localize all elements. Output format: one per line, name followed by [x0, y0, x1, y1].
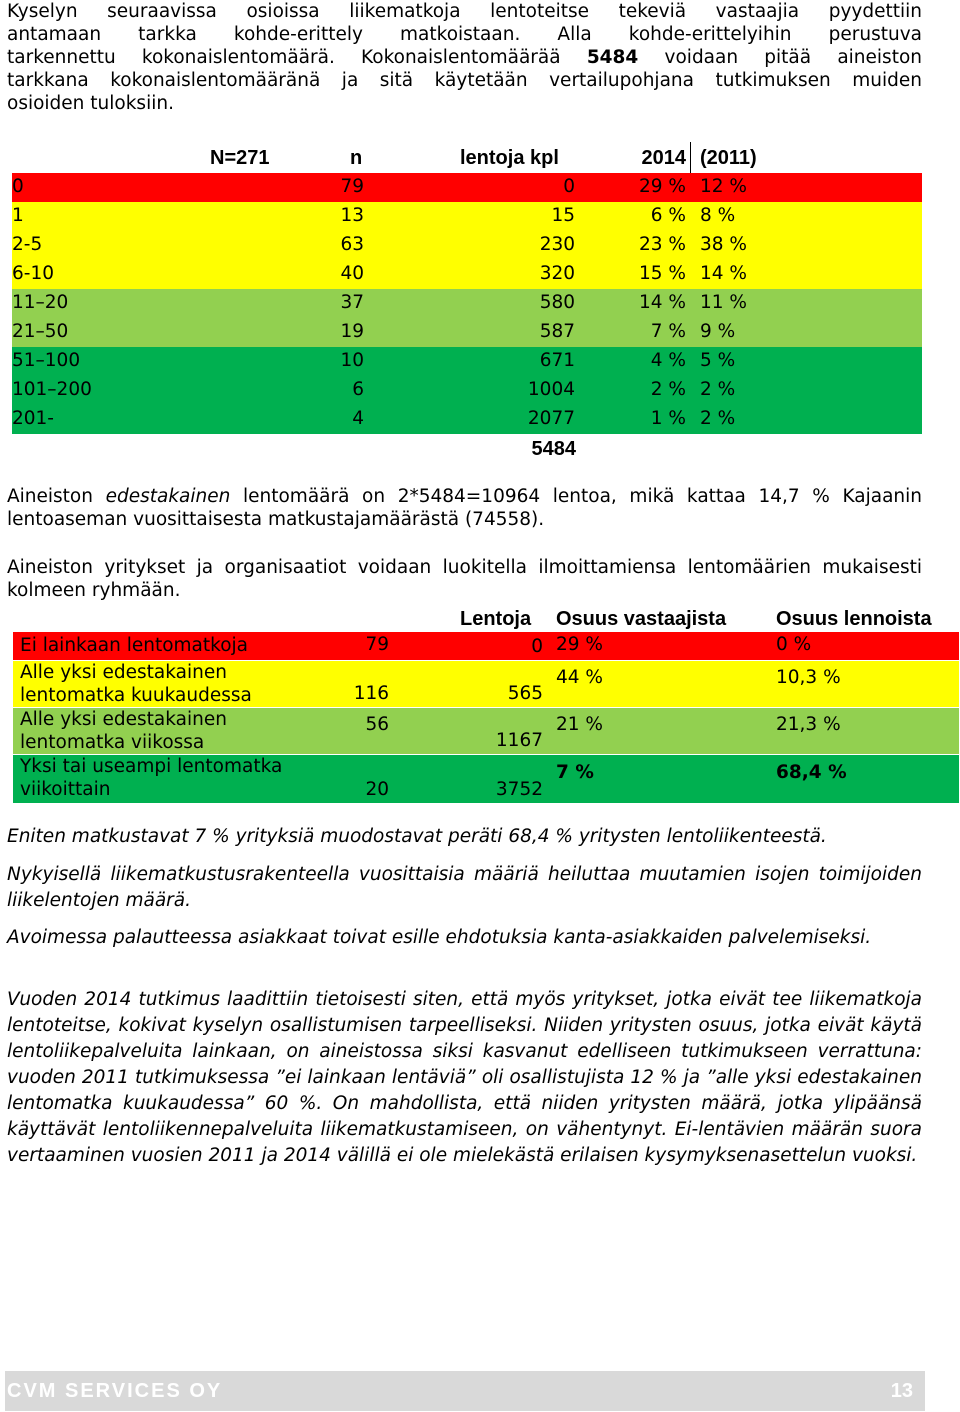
cell-group: 0 — [12, 176, 24, 197]
group-label-line: viikoittain — [20, 779, 111, 800]
group-share-flights: 0 % — [776, 634, 812, 655]
structure-paragraph: Nykyisellä liikematkustusrakenteella vuosittaisia määriä heiluttaa muutamien isojen toimijoiden liikelentojen määrä. — [7, 864, 922, 911]
group-label — [20, 708, 227, 754]
cell-n: 37 — [340, 292, 364, 313]
header-flights: lentoja kpl — [460, 147, 559, 169]
cell-2011: 12 % — [700, 176, 747, 197]
para-italic: edestakainen — [105, 486, 231, 507]
cell-flights: 2077 — [527, 408, 575, 429]
cell-flights: 580 — [539, 292, 575, 313]
intro-text: voidaan pitää aineiston — [638, 47, 922, 68]
cell-flights: 230 — [539, 234, 575, 255]
group-label — [20, 755, 282, 801]
cell-n: 40 — [340, 263, 364, 284]
group-flights: 0 — [531, 636, 543, 657]
header-2011: (2011) — [700, 147, 757, 169]
cell-2014: 1 % — [650, 408, 686, 429]
cell-2011: 2 % — [700, 408, 736, 429]
group-row — [13, 661, 959, 707]
intro-line: Kyselyn seuraavissa osioissa liikematkoja lentoteitse tekeviä vastaajia pyydettiin — [7, 1, 922, 22]
group-label-line: Alle yksi edestakainen — [20, 662, 227, 683]
cell-n: 10 — [340, 350, 364, 371]
cell-n: 63 — [340, 234, 364, 255]
table-header-row — [12, 142, 922, 173]
group-flights: 565 — [507, 683, 543, 704]
header-2014: 2014 — [641, 147, 686, 169]
group-share-respondents: 44 % — [556, 667, 603, 688]
group-row — [13, 755, 959, 803]
table-body — [12, 173, 922, 434]
group-share-flights: 10,3 % — [776, 667, 841, 688]
group-count: 79 — [365, 634, 389, 655]
group-count: 20 — [365, 779, 389, 800]
table-total: 5484 — [531, 438, 576, 460]
group-share-respondents: 7 % — [556, 762, 594, 783]
company-name: CVM SERVICES OY — [7, 1380, 223, 1402]
cell-2014: 23 % — [639, 234, 686, 255]
header-share-respondents: Osuus vastaajista — [556, 608, 727, 630]
cell-group: 1 — [12, 205, 24, 226]
cell-n: 79 — [340, 176, 364, 197]
table-row — [12, 289, 922, 318]
table-row — [12, 405, 922, 434]
table-row — [12, 231, 922, 260]
group-flights: 3752 — [495, 779, 543, 800]
group-label-line: Ei lainkaan lentomatkoja — [20, 635, 248, 656]
group-label-line: Alle yksi edestakainen — [20, 709, 227, 730]
header-n: n — [350, 147, 363, 169]
cell-2014: 14 % — [639, 292, 686, 313]
cell-2014: 29 % — [639, 176, 686, 197]
total-flights-bold: 5484 — [586, 47, 639, 68]
flight-distribution-table — [12, 142, 922, 434]
header-group: N=271 — [210, 147, 270, 169]
para-text: lentomäärä on 2*5484=10964 lentoa, mikä kattaa 14,7 % Kajaanin lentoaseman vuosittaisesta matkustajamäärästä (74558). — [7, 486, 922, 530]
group-label-line: Yksi tai useampi lentomatka — [20, 756, 283, 777]
group-label-line: lentomatka kuukaudessa — [20, 685, 252, 706]
cell-n: 4 — [352, 408, 364, 429]
intro-line: antamaan tarkka kohde-erittely matkoistaan. Alla kohde-erittelyihin perustuva — [7, 24, 922, 45]
cell-group: 21–50 — [12, 321, 69, 342]
group-row — [13, 632, 959, 660]
cell-flights: 671 — [539, 350, 575, 371]
group-count: 56 — [365, 714, 389, 735]
cell-flights: 587 — [539, 321, 575, 342]
group-share-flights: 68,4 % — [776, 762, 847, 783]
intro-text: tarkennettu kokonaislentomäärä. Kokonaislentomäärää — [7, 47, 587, 68]
header-share-flights: Osuus lennoista — [776, 608, 932, 630]
cell-group: 6-10 — [12, 263, 54, 284]
cell-2011: 5 % — [700, 350, 736, 371]
cell-2011: 38 % — [700, 234, 747, 255]
cell-2014: 15 % — [639, 263, 686, 284]
cell-flights: 15 — [551, 205, 575, 226]
cell-2014: 7 % — [650, 321, 686, 342]
table-row — [12, 202, 922, 231]
cell-2014: 2 % — [650, 379, 686, 400]
cell-n: 6 — [352, 379, 364, 400]
cell-flights: 1004 — [527, 379, 575, 400]
intro-line — [7, 46, 922, 69]
cell-n: 19 — [340, 321, 364, 342]
grouping-paragraph: Aineiston yritykset ja organisaatiot voidaan luokitella ilmoittamiensa lentomäärien mukaisesti kolmeen ryhmään. — [7, 557, 922, 601]
intro-line: osioiden tuloksiin. — [7, 93, 174, 114]
feedback-paragraph: Avoimessa palautteessa asiakkaat toivat esille ehdotuksia kanta-asiakkaiden palvelemiseksi. — [7, 927, 872, 948]
cell-2014: 6 % — [650, 205, 686, 226]
cell-2011: 14 % — [700, 263, 747, 284]
group-label — [20, 661, 252, 707]
group-share-respondents: 29 % — [556, 634, 603, 655]
table-row — [12, 376, 922, 405]
para-text: Aineiston — [7, 486, 106, 507]
page-number: 13 — [890, 1380, 913, 1402]
cell-group: 51–100 — [12, 350, 81, 371]
cell-flights: 0 — [563, 176, 575, 197]
table-row — [12, 173, 922, 202]
cell-2014: 4 % — [650, 350, 686, 371]
intro-paragraph — [7, 0, 922, 115]
group-table — [13, 632, 959, 803]
cell-n: 13 — [340, 205, 364, 226]
cell-group: 11–20 — [12, 292, 69, 313]
cell-2011: 9 % — [700, 321, 736, 342]
cell-group: 101–200 — [12, 379, 92, 400]
roundtrip-paragraph — [7, 485, 922, 531]
group-count: 116 — [353, 683, 389, 704]
table-row — [12, 260, 922, 289]
cell-group: 2-5 — [12, 234, 43, 255]
table-row — [12, 347, 922, 376]
intro-line: tarkkana kokonaislentomääränä ja sitä käytetään vertailupohjana tutkimuksen muiden — [7, 70, 922, 91]
group-share-respondents: 21 % — [556, 714, 603, 735]
cell-2011: 2 % — [700, 379, 736, 400]
table-row — [12, 318, 922, 347]
cell-2011: 11 % — [700, 292, 747, 313]
group-label — [20, 634, 248, 657]
group-share-flights: 21,3 % — [776, 714, 841, 735]
group-table-header — [0, 608, 960, 632]
group-flights: 1167 — [495, 730, 543, 751]
conclusion-paragraph: Eniten matkustavat 7 % yrityksiä muodostavat peräti 68,4 % yritysten lentoliikenteestä. — [7, 826, 827, 847]
cell-flights: 320 — [539, 263, 575, 284]
survey-paragraph: Vuoden 2014 tutkimus laadittiin tietoisesti siten, että myös yritykset, jotka eivät tee liikematkoja lentoteitse, kokivat kyselyn osallistumisen tarpeelliseksi. Niiden yritysten osuus, jotka eivät käytä lentoliikepalveluita lainkaan, on aineistossa siksi kasvanut edelliseen tutkimukseen verrattuna: vuoden 2011 tutkimuksessa ”ei lainkaan lentäviä” oli osallistujista 12 % ja ”alle yksi edestakainen lentomatka kuukaudessa” 60 %. On mahdollista, että niiden yritysten määrä, jotka ylipäänsä käyttävät lentoliikennepalveluita liikematkustamiseen, on vähentynyt. Ei-lentävien määrän suora vertaaminen vuosien 2011 ja 2014 välillä ei ole mielekästä erilaisen kysymyksenasettelun vuoksi. — [7, 989, 922, 1166]
page-footer — [5, 1371, 925, 1411]
header-flights: Lentoja — [460, 608, 532, 630]
cell-group: 201- — [12, 408, 54, 429]
group-label-line: lentomatka viikossa — [20, 732, 205, 753]
group-row — [13, 708, 959, 754]
cell-2011: 8 % — [700, 205, 736, 226]
